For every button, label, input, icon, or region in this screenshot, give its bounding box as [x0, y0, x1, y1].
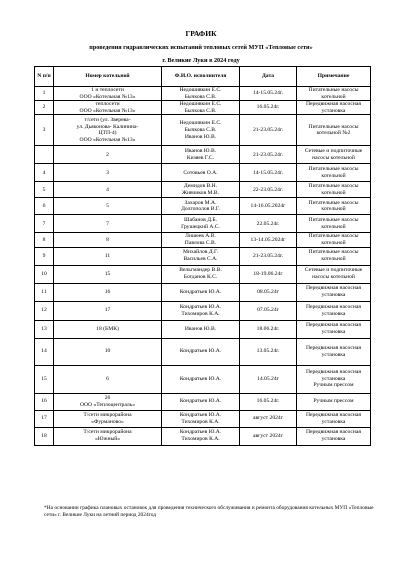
note-cell-line: установка	[321, 375, 346, 382]
person-cell-line: Грушецкий А.С.	[181, 223, 220, 230]
table-row	[35, 215, 371, 233]
boiler-cell-line: 18 (БМК)	[96, 325, 119, 332]
person-cell	[162, 320, 240, 338]
note-cell-line: установка	[321, 310, 346, 317]
document-city-year: г. Великие Луки в 2024 году	[162, 57, 240, 64]
note-cell	[297, 393, 371, 410]
row-number: 6	[35, 198, 54, 215]
table-row	[35, 365, 371, 393]
boiler-cell-line: 5	[106, 203, 109, 210]
person-cell	[162, 247, 240, 265]
table-row	[35, 427, 371, 445]
row-number: 11	[35, 283, 54, 301]
note-cell	[297, 247, 371, 265]
note-cell	[297, 215, 371, 233]
note-cell	[297, 164, 371, 182]
note-cell	[297, 338, 371, 365]
note-cell-line: Передвижная насосная	[306, 369, 361, 376]
boiler-cell-line: теплосети	[95, 101, 120, 108]
table-row	[35, 101, 371, 115]
boiler-cell	[54, 410, 162, 427]
person-cell	[162, 115, 240, 146]
note-cell	[297, 283, 371, 301]
table-header-row	[35, 67, 371, 87]
note-cell	[297, 115, 371, 146]
note-cell	[297, 410, 371, 427]
note-cell-line: установка	[321, 329, 346, 336]
date-cell: 22-23.05.24г.	[240, 182, 297, 198]
schedule-table	[34, 66, 371, 446]
person-cell-line: Иванов Ю.В.	[184, 325, 217, 332]
note-cell	[297, 301, 371, 320]
boiler-cell	[54, 365, 162, 393]
boiler-cell-line: 15	[104, 270, 111, 277]
note-cell-line: Питательные насосы	[308, 217, 359, 224]
table-row	[35, 146, 371, 164]
boiler-cell-line: ООО «Теплоцентраль»	[79, 401, 136, 408]
person-cell-line: Живчиков М.В.	[181, 189, 219, 196]
note-cell-line: котельной №2	[316, 130, 351, 137]
date-cell: август 2024г	[240, 427, 297, 445]
row-number: 2	[35, 101, 54, 115]
date-cell: 14.05.24г	[240, 365, 297, 393]
table-row	[35, 410, 371, 427]
person-cell	[162, 215, 240, 233]
person-cell	[162, 101, 240, 115]
note-cell-line: Передвижная насосная	[306, 411, 361, 418]
person-cell	[162, 338, 240, 365]
date-cell: 13.05.24г.	[240, 338, 297, 365]
person-cell-line: Бычкова С.В.	[184, 107, 217, 114]
person-cell	[162, 198, 240, 215]
boiler-cell-line: Т/сети микрорайона	[83, 429, 132, 436]
note-cell-line: Ручным прессом	[313, 382, 354, 389]
column-header-note: Примечание	[297, 67, 371, 87]
row-number: 5	[35, 182, 54, 198]
boiler-cell-line: ООО «Котельная №13»	[79, 107, 136, 114]
boiler-cell	[54, 115, 162, 146]
boiler-cell	[54, 283, 162, 301]
boiler-cell	[54, 247, 162, 265]
person-cell-line: Захаров М.А.	[184, 199, 217, 206]
person-cell-line: Павлова С.В.	[184, 239, 217, 246]
boiler-cell-line: 3	[106, 169, 109, 176]
note-cell	[297, 101, 371, 115]
row-number: 7	[35, 215, 54, 233]
person-cell	[162, 87, 240, 101]
table-body	[35, 87, 371, 446]
row-number: 8	[35, 233, 54, 247]
person-cell-line: Тихомиров К.А.	[181, 436, 220, 443]
boiler-cell-line: 4	[106, 186, 109, 193]
row-number: 15	[35, 365, 54, 393]
person-cell	[162, 365, 240, 393]
person-cell-line: Сотовьев О.А.	[183, 169, 218, 176]
table-row	[35, 115, 371, 146]
note-cell-line: Ручным прессом	[313, 398, 354, 405]
note-cell-line: Сетевые и подпиточные	[304, 148, 363, 155]
note-cell-line: насосы котельной	[312, 274, 355, 281]
boiler-cell-line: 17	[104, 307, 111, 314]
note-cell-line: установка	[321, 418, 346, 425]
person-cell-line: Недошивкин Е.С.	[179, 101, 222, 108]
boiler-cell-line: 16	[104, 288, 111, 295]
note-cell-line: Передвижная насосная	[306, 322, 361, 329]
note-cell-line: Передвижная насосная	[306, 101, 361, 108]
row-number: 1	[35, 87, 54, 101]
boiler-cell	[54, 301, 162, 320]
column-header-number: N п/п	[35, 67, 54, 87]
person-cell	[162, 283, 240, 301]
person-cell-line: Демидов В.Н.	[183, 183, 218, 190]
date-cell: август 2024г	[240, 410, 297, 427]
date-cell: 21-23.05.24г.	[240, 247, 297, 265]
row-number: 10	[35, 265, 54, 283]
table-row	[35, 198, 371, 215]
table-row	[35, 265, 371, 283]
date-cell: 07.05.24г	[240, 301, 297, 320]
date-cell: 14-15.05.24г.	[240, 87, 297, 101]
person-cell-line: Иванов Ю.В.	[184, 148, 217, 155]
note-cell	[297, 87, 371, 101]
note-cell-line: Питательные насосы	[308, 249, 359, 256]
note-cell-line: установка	[321, 436, 346, 443]
boiler-cell	[54, 338, 162, 365]
boiler-cell	[54, 87, 162, 101]
person-cell-line: Кондратьев Ю.А.	[179, 348, 222, 355]
boiler-cell-line: 8	[106, 236, 109, 243]
person-cell-line: Кондратьев Ю.А.	[179, 411, 222, 418]
person-cell-line: Недошивкин Е.С.	[179, 120, 222, 127]
row-number: 18	[35, 427, 54, 445]
table-row	[35, 393, 371, 410]
table-row	[35, 247, 371, 265]
note-cell-line: Питательные насосы	[308, 199, 359, 206]
date-cell: 16.05.24г.	[240, 393, 297, 410]
note-cell-line: котельной	[321, 256, 346, 263]
date-cell: 08.05.24г	[240, 283, 297, 301]
row-number: 3	[35, 115, 54, 146]
boiler-cell-line: 11	[104, 252, 111, 259]
date-cell: 14-16.05.2024г	[240, 198, 297, 215]
note-cell	[297, 198, 371, 215]
row-number: 13	[35, 320, 54, 338]
person-cell-line: Лишеев А.В.	[185, 233, 216, 240]
table-row	[35, 320, 371, 338]
note-cell-line: Питательные насосы	[308, 183, 359, 190]
person-cell	[162, 301, 240, 320]
person-cell-line: Бычкова С.В.	[184, 93, 217, 100]
note-cell-line: Передвижная насосная	[306, 303, 361, 310]
note-cell-line: котельной	[321, 223, 346, 230]
boiler-cell	[54, 427, 162, 445]
note-cell-line: Питательные насосы	[308, 166, 359, 173]
boiler-cell	[54, 182, 162, 198]
document-title: ГРАФИК	[185, 29, 217, 38]
note-cell-line: установка	[321, 292, 346, 299]
note-cell	[297, 365, 371, 393]
boiler-cell	[54, 198, 162, 215]
date-cell: 21-23.05.24г.	[240, 146, 297, 164]
column-header-date: Дата	[240, 67, 297, 87]
boiler-cell-line: ООО «Котельная №13»	[79, 136, 136, 143]
table-row	[35, 338, 371, 365]
person-cell	[162, 146, 240, 164]
date-cell: 18-19.06.24г	[240, 265, 297, 283]
date-cell: 16.05.24г.	[240, 101, 297, 115]
person-cell-line: Долгополов В.Г.	[181, 206, 220, 213]
note-cell-line: насосы котельной	[312, 154, 355, 161]
boiler-cell-line: ул. Дьяконова- Калинина-	[76, 123, 139, 130]
boiler-cell	[54, 320, 162, 338]
person-cell-line: Кондратьев Ю.А.	[179, 429, 222, 436]
person-cell	[162, 265, 240, 283]
table-row	[35, 283, 371, 301]
boiler-cell-line: 2	[106, 151, 109, 158]
row-number: 9	[35, 247, 54, 265]
person-cell-line: Бычкова С.В.	[184, 127, 217, 134]
boiler-cell-line: 1 и теплосети	[91, 87, 124, 93]
note-cell-line: Питательные насосы	[308, 233, 359, 240]
row-number: 14	[35, 338, 54, 365]
person-cell-line: Недошивкин Е.С.	[179, 87, 222, 93]
person-cell-line: Михайлов Д.Г.	[182, 249, 218, 256]
note-cell-line: Сетевые и подпиточные	[304, 267, 363, 274]
boiler-cell	[54, 393, 162, 410]
person-cell-line: Кизяев Г.С.	[186, 154, 215, 161]
date-cell: 18.06.24г.	[240, 320, 297, 338]
note-cell-line: котельной	[321, 206, 346, 213]
person-cell	[162, 393, 240, 410]
boiler-cell	[54, 215, 162, 233]
row-number: 12	[35, 301, 54, 320]
person-cell	[162, 427, 240, 445]
boiler-cell	[54, 101, 162, 115]
boiler-cell-line: 10	[104, 348, 111, 355]
note-cell-line: установка	[321, 107, 346, 114]
person-cell	[162, 164, 240, 182]
note-cell	[297, 265, 371, 283]
table-row	[35, 164, 371, 182]
boiler-cell	[54, 146, 162, 164]
boiler-cell-line: «Фурманово»	[91, 418, 124, 425]
person-cell-line: Кондратьев Ю.А.	[179, 375, 222, 382]
row-number: 16	[35, 393, 54, 410]
person-cell-line: Богданов К.С.	[183, 274, 218, 281]
boiler-cell	[54, 233, 162, 247]
row-number: 17	[35, 410, 54, 427]
person-cell-line: Кондратьев Ю.А.	[179, 288, 222, 295]
person-cell-line: Васильев С.А.	[183, 256, 218, 263]
note-cell-line: Передвижная насосная	[306, 429, 361, 436]
boiler-cell-line: «Южный»	[94, 436, 121, 443]
person-cell	[162, 410, 240, 427]
table-row	[35, 233, 371, 247]
person-cell-line: Кондратьев Ю.А.	[179, 398, 222, 405]
note-cell-line: котельной	[321, 172, 346, 179]
table-row	[35, 301, 371, 320]
note-cell	[297, 146, 371, 164]
boiler-cell-line: ЦТП-4)	[98, 130, 117, 137]
boiler-cell-line: ООО «Котельная №13»	[79, 93, 136, 100]
person-cell-line: Тихомиров К.А.	[181, 418, 220, 425]
date-cell: 21-23.05.24г.	[240, 115, 297, 146]
column-header-person: Ф.И.О. исполнителя	[162, 67, 240, 87]
document-subtitle: проведения гидравлических испытаний тепловых сетей МУП «Тепловые сети»	[89, 44, 313, 51]
table-row	[35, 87, 371, 101]
person-cell	[162, 233, 240, 247]
note-cell	[297, 320, 371, 338]
note-cell-line: Передвижная насосная	[306, 285, 361, 292]
date-cell: 14-15.05.24г.	[240, 164, 297, 182]
date-cell: 13-14.05.2024г	[240, 233, 297, 247]
note-cell-line: Питательные насосы	[308, 87, 359, 93]
boiler-cell-line: 6	[106, 375, 109, 382]
boiler-cell-line: Т/сети микрорайона	[83, 411, 132, 418]
person-cell-line: Тихомиров К.А.	[181, 310, 220, 317]
note-cell	[297, 233, 371, 247]
boiler-cell-line: 7	[106, 220, 109, 227]
date-cell: 22.05.24г.	[240, 215, 297, 233]
note-cell-line: Передвижная насосная	[306, 344, 361, 351]
note-cell-line: установка	[321, 351, 346, 358]
note-cell-line: Питательные насосы	[308, 123, 359, 130]
person-cell-line: Иванов Ю.В.	[184, 133, 217, 140]
boiler-cell	[54, 265, 162, 283]
row-number	[35, 146, 54, 164]
footnote: *На основании графика плановых остановок для проведения технического обслуживания и ремонта оборудования котельных МУП «Тепловые сети» г. Великие Луки на летний период 2024год	[44, 505, 374, 518]
boiler-cell	[54, 164, 162, 182]
person-cell-line: Кондратьев Ю.А.	[179, 303, 222, 310]
note-cell-line: котельной	[321, 189, 346, 196]
boiler-cell-line: 26	[104, 394, 111, 401]
row-number: 4	[35, 164, 54, 182]
person-cell	[162, 182, 240, 198]
person-cell-line: Вельгмандер В.В.	[179, 267, 222, 274]
table-row	[35, 182, 371, 198]
note-cell-line: котельной	[321, 93, 346, 100]
person-cell-line: Шабанов Д.Б.	[183, 217, 218, 224]
column-header-boiler: Номер котельной	[54, 67, 162, 87]
note-cell	[297, 182, 371, 198]
note-cell-line: котельной	[321, 239, 346, 246]
note-cell	[297, 427, 371, 445]
boiler-cell-line: т/сети (ул. Зверева-	[84, 117, 131, 124]
